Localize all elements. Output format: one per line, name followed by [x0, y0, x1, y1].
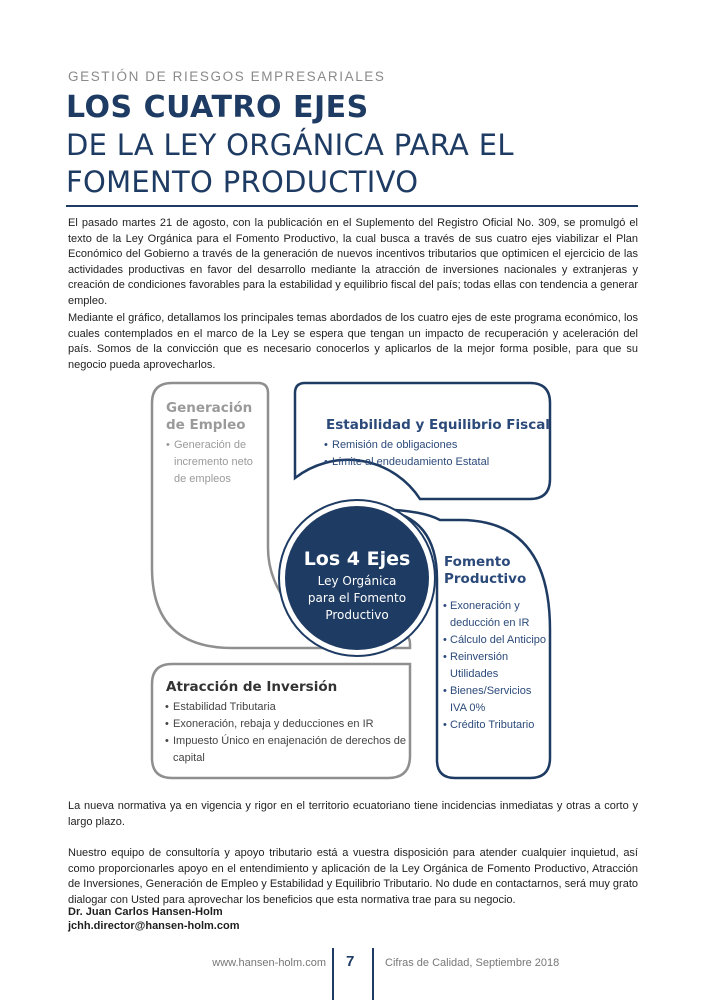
fomento-heading: [444, 554, 544, 588]
inversion-heading: Atracción de Inversión: [166, 679, 338, 695]
footer-separator-left: [332, 948, 334, 1000]
list-item: • Cálculo del Anticipo: [443, 632, 547, 649]
list-item: • Exoneración, rebaja y deducciones en IR: [165, 716, 415, 733]
title-line-1: LOS CUATRO EJES: [66, 90, 369, 125]
regulation-paragraph: La nueva normativa ya en vigencia y rigor en el territorio ecuatoriano tiene incidencias inmediatas y otras a corto y largo plazo.: [68, 800, 638, 828]
list-item: • Exoneración y deducción en IR: [443, 598, 547, 632]
chart-intro-paragraph: Mediante el gráfico, detallamos los principales temas abordados de los cuatro ejes de este programa económico, los cuales contemplados en el marco de la Ley se espera que tengan un impacto de recuperación y aceleración del país. Somos de la convicción que es necesario conocerlos y aplicarlos de la mejor forma posible, para que su negocio pueda aprovecharlos.: [68, 312, 638, 371]
center-sub-3: Productivo: [325, 608, 389, 622]
empleo-heading-1: Generación: [166, 400, 253, 416]
signature-name: Dr. Juan Carlos Hansen-Holm: [68, 906, 223, 918]
empleo-heading: [166, 400, 266, 434]
empleo-heading-2: de Empleo: [166, 417, 246, 433]
title-line-2: DE LA LEY ORGÁNICA PARA EL: [66, 128, 514, 162]
list-item: • Remisión de obligaciones: [324, 437, 544, 454]
list-item: • Bienes/Servicios IVA 0%: [443, 683, 547, 717]
center-sub-1: Ley Orgánica: [317, 574, 397, 588]
signature-email[interactable]: jchh.director@hansen-holm.com: [68, 920, 240, 932]
fiscal-list: [324, 437, 544, 471]
fomento-list: [443, 598, 547, 734]
footer-publication: Cifras de Calidad, Septiembre 2018: [385, 957, 560, 969]
page-number: 7: [346, 953, 355, 970]
list-item: • Límite al endeudamiento Estatal: [324, 454, 544, 471]
list-item: • Generación de incremento neto de empleos: [166, 437, 266, 488]
contact-paragraph: Nuestro equipo de consultoría y apoyo tributario está a vuestra disposición para atender cualquier inquietud, así como proporcionarles apoyo en el entendimiento y aplicación de la Ley Orgánica de Fomento Productivo, Atracción de Inversiones, Generación de Empleo y Estabilidad y Equilibrio Tributario. No dude en contactarnos, será muy grato dialogar con Usted para aprovechar los beneficios que esta normativa trae para su negocio.: [68, 847, 638, 906]
list-item: • Crédito Tributario: [443, 717, 547, 734]
center-subtitle: [282, 573, 432, 624]
intro-paragraph: El pasado martes 21 de agosto, con la publicación en el Suplemento del Registro Oficial No. 309, se promulgó el texto de la Ley Orgánica para el Fomento Productivo, la cual busca a través de sus cuatro ejes viabilizar el Plan Económico del Gobierno a través de la generación de nuevos incentivos tributarios que optimicen el ejercicio de las actividades productivas en favor del desarrollo mediante la atracción de inversiones nacionales y extranjeras y creación de condiciones favorables para la estabilidad y equilibrio fiscal del país; todas ellas con tendencia a generar empleo.: [68, 217, 638, 307]
fiscal-heading: Estabilidad y Equilibrio Fiscal: [326, 417, 550, 433]
center-title: Los 4 Ejes: [303, 548, 411, 570]
inversion-list: [165, 699, 415, 767]
center-sub-2: para el Fomento: [307, 591, 407, 605]
title-line-3: FOMENTO PRODUCTIVO: [66, 165, 419, 199]
footer-separator-right: [372, 948, 374, 1000]
list-item: • Estabilidad Tributaria: [165, 699, 415, 716]
empleo-list: [166, 437, 266, 488]
list-item: • Impuesto Único en enajenación de derechos de capital: [165, 733, 415, 767]
list-item: • Reinversión Utilidades: [443, 649, 547, 683]
signature: [68, 905, 239, 933]
footer-url[interactable]: www.hansen-holm.com: [212, 957, 326, 969]
fomento-heading-1: Fomento: [444, 554, 511, 570]
fomento-heading-2: Productivo: [444, 571, 527, 587]
header-kicker: GESTIÓN DE RIESGOS EMPRESARIALES: [68, 69, 386, 84]
